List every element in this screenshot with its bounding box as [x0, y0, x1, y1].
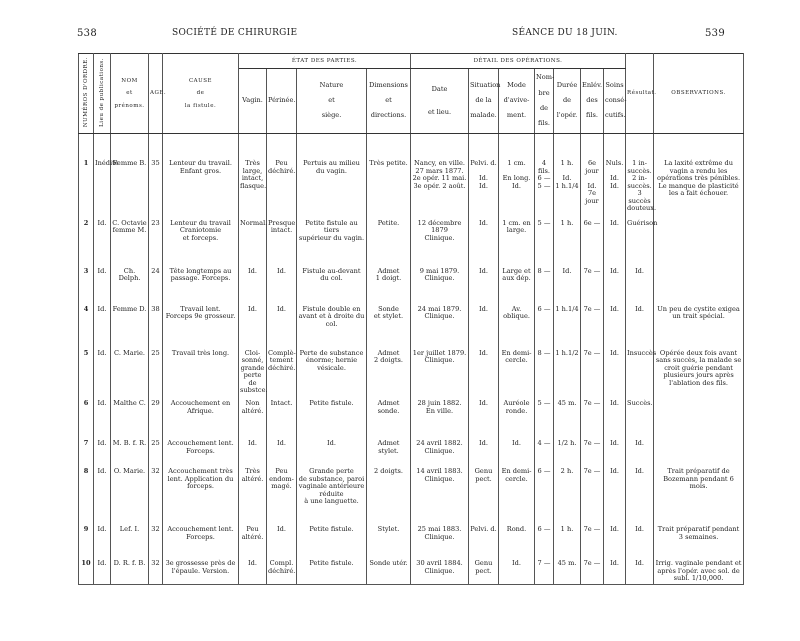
cell-observations	[654, 396, 744, 436]
cell-number: 5	[79, 346, 94, 396]
cell-date: 14 avril 1883. Clinique.	[411, 464, 469, 522]
cell-mode: Large et aux dép.	[499, 264, 535, 302]
cell-publication: Inédite	[94, 134, 111, 216]
cell-resultat: Id.	[626, 264, 654, 302]
cell-age: 25	[149, 436, 163, 464]
cell-dimensions: Stylet.	[367, 522, 411, 556]
cell-date: 12 décembre 1879 Clinique.	[411, 216, 469, 264]
cell-name: D. R. f. B.	[111, 556, 149, 584]
cell-soins: Id.	[604, 264, 626, 302]
cell-duree: 1 h. Id. 1 h.1/4	[554, 134, 581, 216]
running-header-left: SOCIÉTÉ DE CHIRURGIE	[172, 28, 298, 38]
cell-duree: 1 h.	[554, 522, 581, 556]
cell-cause: Accouchement lent. Forceps.	[163, 522, 239, 556]
cell-soins: Id.	[604, 302, 626, 346]
cell-nature: Fistule au-devant du col.	[297, 264, 367, 302]
cell-mode: Rond.	[499, 522, 535, 556]
cell-fils: 8 —	[535, 346, 554, 396]
cell-observations: Trait préparatif de Bozemann pendant 6 mois.	[654, 464, 744, 522]
cell-date: 9 mai 1879. Clinique.	[411, 264, 469, 302]
cell-name: Femme B.	[111, 134, 149, 216]
cell-age: 24	[149, 264, 163, 302]
col-nombre: Nom- bre de fils.	[535, 69, 554, 134]
cell-cause: Tête longtemps au passage. Forceps.	[163, 264, 239, 302]
cell-number: 9	[79, 522, 94, 556]
cell-duree: 1/2 h.	[554, 436, 581, 464]
cell-enlevement: 7e —	[581, 346, 604, 396]
cell-date: 24 avril 1882. Clinique.	[411, 436, 469, 464]
col-cause: CAUSE de la fistule.	[163, 54, 239, 134]
cell-age: 32	[149, 464, 163, 522]
cell-resultat: Id.	[626, 302, 654, 346]
cell-situation: Genu pect.	[469, 556, 499, 584]
cell-number: 7	[79, 436, 94, 464]
cell-enlevement: 7e —	[581, 464, 604, 522]
cell-fils: 4 fils. 6 — 5 —	[535, 134, 554, 216]
cell-situation: Id.	[469, 264, 499, 302]
cell-observations: La laxité extrême du vagin a rendu les opérations très pénibles. Le manque de plasticité les a fait échouer.	[654, 134, 744, 216]
cell-age: 32	[149, 522, 163, 556]
cell-number: 10	[79, 556, 94, 584]
cell-observations	[654, 264, 744, 302]
cell-mode: Id.	[499, 436, 535, 464]
cell-age: 23	[149, 216, 163, 264]
cell-perinee: Id.	[267, 264, 297, 302]
cell-date: Nancy, en ville. 27 mars 1877. 2e opér. 11 mai. 3e opér. 2 août.	[411, 134, 469, 216]
cell-name: Malthe C.	[111, 396, 149, 436]
cell-dimensions: Sonde et stylet.	[367, 302, 411, 346]
cell-publication: Id.	[94, 216, 111, 264]
table-row	[79, 216, 744, 264]
cell-fils: 8 —	[535, 264, 554, 302]
cell-duree: 45 m.	[554, 556, 581, 584]
cell-number: 1	[79, 134, 94, 216]
cell-date: 28 juin 1882. En ville.	[411, 396, 469, 436]
cell-resultat: Insuccès	[626, 346, 654, 396]
cell-name: M. B. f. R.	[111, 436, 149, 464]
cell-nature: Petite fistule au tiers supérieur du vagin.	[297, 216, 367, 264]
cell-dimensions: Admet 2 doigts.	[367, 346, 411, 396]
col-enlev: Enlév. des fils.	[581, 69, 604, 134]
group-detail-operations: DÉTAIL DES OPÉRATIONS.	[411, 54, 626, 69]
cell-nature: Petite fistule.	[297, 522, 367, 556]
table-row	[79, 302, 744, 346]
cell-fils: 4 —	[535, 436, 554, 464]
cell-cause: Travail lent. Forceps 9e grosseur.	[163, 302, 239, 346]
cell-vagin: Id.	[239, 556, 267, 584]
cell-dimensions: Admet stylet.	[367, 436, 411, 464]
cell-observations: Trait préparatif pendant 3 semaines.	[654, 522, 744, 556]
table-row	[79, 464, 744, 522]
cell-perinee: Peu endom- magé.	[267, 464, 297, 522]
cell-vagin: Cloi- sonné, grande perte de substce.	[239, 346, 267, 396]
cell-cause: Accouchement lent. Forceps.	[163, 436, 239, 464]
table-row	[79, 396, 744, 436]
cell-situation: Id.	[469, 436, 499, 464]
group-etat-des-parties: ÉTAT DES PARTIES.	[239, 54, 411, 69]
cell-fils: 6 —	[535, 464, 554, 522]
cell-age: 29	[149, 396, 163, 436]
table-row	[79, 522, 744, 556]
cell-perinee: Complè- tement déchiré.	[267, 346, 297, 396]
cell-dimensions: 2 doigts.	[367, 464, 411, 522]
cell-nature: Petite fistule.	[297, 556, 367, 584]
cell-mode: Id.	[499, 556, 535, 584]
cell-soins: Id.	[604, 396, 626, 436]
cell-resultat: Id.	[626, 436, 654, 464]
page-number-left: 538	[77, 28, 97, 39]
cell-mode: 1 cm. En long. Id.	[499, 134, 535, 216]
cell-mode: En demi- cercle.	[499, 464, 535, 522]
cell-soins: Id.	[604, 436, 626, 464]
cell-vagin: Très large, intact, flasque.	[239, 134, 267, 216]
cell-nature: Fistule double en avant et à droite du col.	[297, 302, 367, 346]
cell-age: 32	[149, 556, 163, 584]
cell-dimensions: Petite.	[367, 216, 411, 264]
cell-perinee: Presque intact.	[267, 216, 297, 264]
col-soins: Soins consé- cutifs.	[604, 69, 626, 134]
cell-date: 1er juillet 1879. Clinique.	[411, 346, 469, 396]
cell-soins: Nuls. Id. Id.	[604, 134, 626, 216]
cell-duree: 45 m.	[554, 396, 581, 436]
table-row	[79, 346, 744, 396]
col-dimensions: Dimensions et directions.	[367, 69, 411, 134]
cell-duree: 1 h.1/2	[554, 346, 581, 396]
cell-vagin: Peu altéré.	[239, 522, 267, 556]
cell-situation: Id.	[469, 346, 499, 396]
table-row	[79, 134, 744, 216]
cell-fils: 6 —	[535, 302, 554, 346]
col-numeros: NUMÉROS D'ORDRE.	[79, 54, 94, 134]
cell-resultat: Id.	[626, 522, 654, 556]
cell-nature: Id.	[297, 436, 367, 464]
cell-observations	[654, 216, 744, 264]
cell-number: 2	[79, 216, 94, 264]
cell-cause: 3e grossesse près de l'épaule. Version.	[163, 556, 239, 584]
cell-vagin: Id.	[239, 302, 267, 346]
cell-resultat: Id.	[626, 464, 654, 522]
cell-perinee: Id.	[267, 302, 297, 346]
col-duree: Durée de l'opér.	[554, 69, 581, 134]
cell-number: 6	[79, 396, 94, 436]
table-row	[79, 556, 744, 584]
cell-perinee: Intact.	[267, 396, 297, 436]
cell-date: 24 mai 1879. Clinique.	[411, 302, 469, 346]
col-situation: Situation de la malade.	[469, 69, 499, 134]
cell-perinee: Peu déchiré.	[267, 134, 297, 216]
cell-cause: Lenteur du travail Craniotomie et forceps.	[163, 216, 239, 264]
cell-soins: Id.	[604, 346, 626, 396]
cell-date: 30 avril 1884. Clinique.	[411, 556, 469, 584]
cell-number: 4	[79, 302, 94, 346]
cell-vagin: Normal.	[239, 216, 267, 264]
page-number-right: 539	[705, 28, 725, 39]
col-observations: OBSERVATIONS.	[654, 54, 744, 134]
cell-dimensions: Très petite.	[367, 134, 411, 216]
cell-nature: Grande perte de substance, paroi vaginale antérieure réduite à une languette.	[297, 464, 367, 522]
cell-publication: Id.	[94, 396, 111, 436]
cell-name: Lef. I.	[111, 522, 149, 556]
cell-observations: Opérée deux fois avant sans succès, la malade se croit guérie pendant plusieurs jours après l'ablation des fils.	[654, 346, 744, 396]
cell-publication: Id.	[94, 522, 111, 556]
col-resultat: Résultat.	[626, 54, 654, 134]
cell-age: 35	[149, 134, 163, 216]
cell-soins: Id.	[604, 216, 626, 264]
cell-fils: 5 —	[535, 216, 554, 264]
cell-enlevement: 7e —	[581, 264, 604, 302]
cell-mode: Auréole ronde.	[499, 396, 535, 436]
col-vagin: Vagin.	[239, 69, 267, 134]
cell-situation: Id.	[469, 216, 499, 264]
cell-situation: Pelvi. d.	[469, 522, 499, 556]
col-date: Date et lieu.	[411, 69, 469, 134]
col-mode: Mode d'avive- ment.	[499, 69, 535, 134]
col-nature: Nature et siège.	[297, 69, 367, 134]
cell-fils: 5 —	[535, 396, 554, 436]
cell-observations: Irrig. vaginale pendant et après l'opér. avec sol. de subl. 1/10,000.	[654, 556, 744, 584]
cell-cause: Accouchement très lent. Application du forceps.	[163, 464, 239, 522]
cell-dimensions: Admet sonde.	[367, 396, 411, 436]
cell-observations	[654, 436, 744, 464]
cell-vagin: Id.	[239, 436, 267, 464]
cell-name: O. Marie.	[111, 464, 149, 522]
col-nom: NOM et prénoms.	[111, 54, 149, 134]
cell-publication: Id.	[94, 346, 111, 396]
cell-resultat: Succès.	[626, 396, 654, 436]
cell-observations: Un peu de cystite exigea un trait spécial.	[654, 302, 744, 346]
cell-nature: Petite fistule.	[297, 396, 367, 436]
cell-situation: Genu pect.	[469, 464, 499, 522]
col-publications: Lieu de publications.	[94, 54, 111, 134]
cell-dimensions: Admet 1 doigt.	[367, 264, 411, 302]
cell-publication: Id.	[94, 464, 111, 522]
cell-enlevement: 7e —	[581, 302, 604, 346]
cell-resultat: Guérison	[626, 216, 654, 264]
running-header-right: SÉANCE DU 18 JUIN.	[512, 28, 618, 38]
cell-enlevement: 7e —	[581, 556, 604, 584]
cell-perinee: Id.	[267, 522, 297, 556]
cell-duree: Id.	[554, 264, 581, 302]
cell-duree: 1 h.	[554, 216, 581, 264]
cell-enlevement: 7e —	[581, 522, 604, 556]
cell-duree: 2 h.	[554, 464, 581, 522]
cell-soins: Id.	[604, 464, 626, 522]
cell-publication: Id.	[94, 264, 111, 302]
cell-cause: Travail très long.	[163, 346, 239, 396]
cell-nature: Pertuis au milieu du vagin.	[297, 134, 367, 216]
cell-mode: 1 cm. en large.	[499, 216, 535, 264]
cell-date: 25 mai 1883. Clinique.	[411, 522, 469, 556]
cell-enlevement: 7e —	[581, 436, 604, 464]
table-row	[79, 436, 744, 464]
cell-enlevement: 6e jour Id. 7e jour	[581, 134, 604, 216]
cell-number: 3	[79, 264, 94, 302]
cell-resultat: 1 in- succès. 2 in- succès. 3 succès douteux.	[626, 134, 654, 216]
cell-cause: Lenteur du travail. Enfant gros.	[163, 134, 239, 216]
cell-mode: Av. oblique.	[499, 302, 535, 346]
cell-number: 8	[79, 464, 94, 522]
cell-name: Femme D.	[111, 302, 149, 346]
cell-situation: Id.	[469, 302, 499, 346]
table-row	[79, 264, 744, 302]
cell-publication: Id.	[94, 556, 111, 584]
col-perinee: Périnée.	[267, 69, 297, 134]
cell-vagin: Très altéré.	[239, 464, 267, 522]
cell-enlevement: 7e —	[581, 396, 604, 436]
cell-perinee: Compl. déchiré.	[267, 556, 297, 584]
cell-enlevement: 6e —	[581, 216, 604, 264]
cell-soins: Id.	[604, 556, 626, 584]
cell-soins: Id.	[604, 522, 626, 556]
cell-name: Ch. Delph.	[111, 264, 149, 302]
col-age: AGE.	[149, 54, 163, 134]
cell-resultat: Id.	[626, 556, 654, 584]
cell-publication: Id.	[94, 302, 111, 346]
cell-publication: Id.	[94, 436, 111, 464]
cell-cause: Accouchement en Afrique.	[163, 396, 239, 436]
cell-perinee: Id.	[267, 436, 297, 464]
cell-duree: 1 h.1/4	[554, 302, 581, 346]
cell-dimensions: Sonde utér.	[367, 556, 411, 584]
cell-age: 25	[149, 346, 163, 396]
cell-vagin: Id.	[239, 264, 267, 302]
cell-situation: Pelvi. d. Id. Id.	[469, 134, 499, 216]
cell-situation: Id.	[469, 396, 499, 436]
fistula-cases-table	[78, 53, 744, 585]
cell-fils: 6 —	[535, 522, 554, 556]
cell-name: C. Marie.	[111, 346, 149, 396]
cell-mode: En demi- cercle.	[499, 346, 535, 396]
cell-nature: Perte de substance énorme; hernie vésicale.	[297, 346, 367, 396]
cell-fils: 7 —	[535, 556, 554, 584]
cell-vagin: Non altéré.	[239, 396, 267, 436]
cell-name: C. Octavie femme M.	[111, 216, 149, 264]
cell-age: 38	[149, 302, 163, 346]
